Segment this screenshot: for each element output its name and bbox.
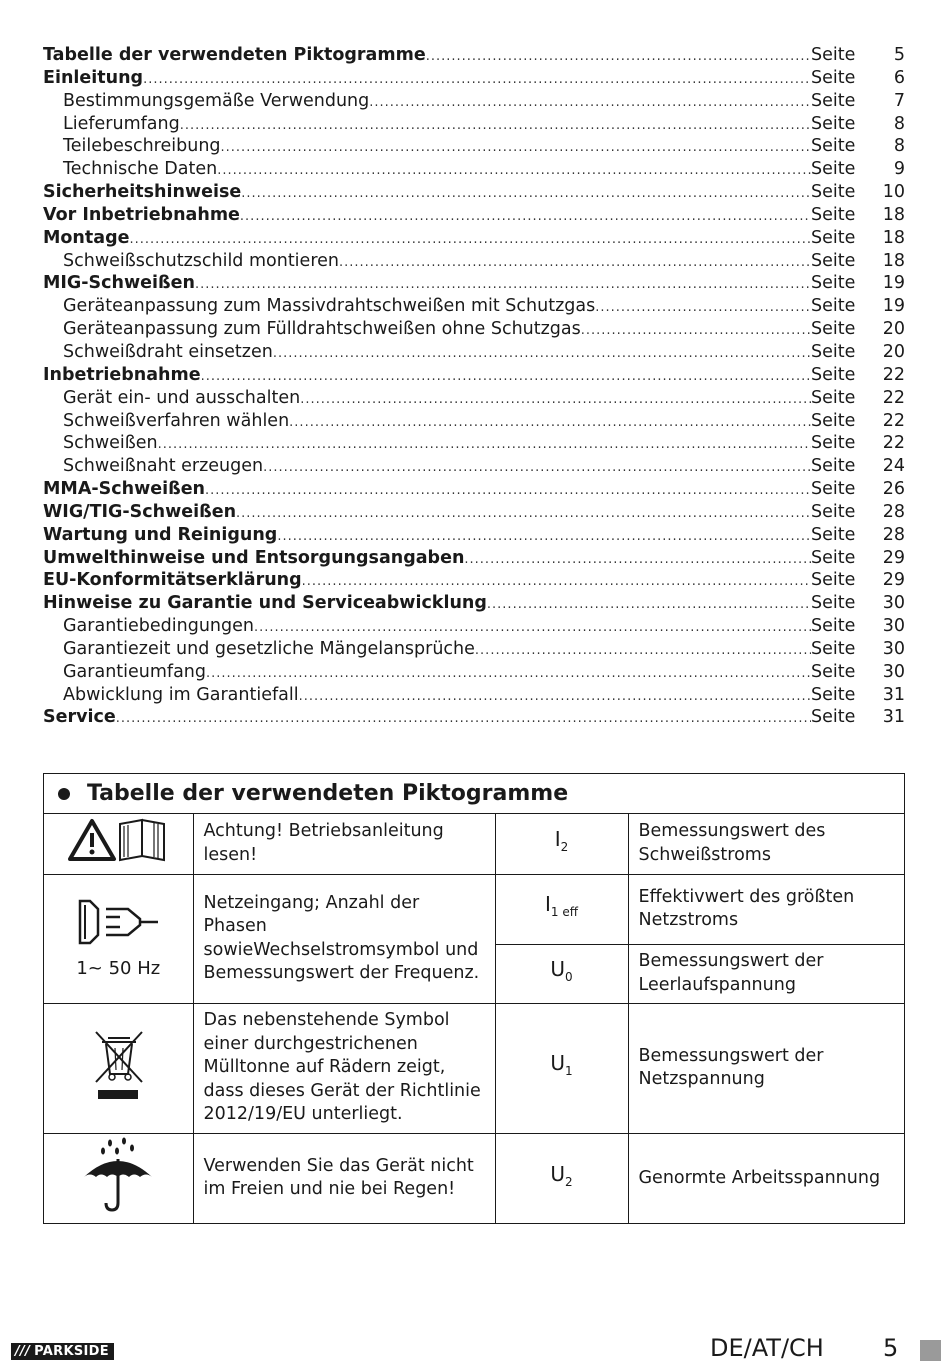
toc-page-number: 20: [882, 319, 905, 340]
toc-leader-dots: [158, 434, 811, 457]
toc-page-number: 28: [882, 524, 905, 545]
toc-seite-label: Seite: [811, 547, 856, 568]
phase-frequency-label: 1~ 50 Hz: [76, 957, 161, 979]
symbol-cell: [495, 1133, 628, 1223]
umbrella-rain-icon: [80, 1137, 156, 1213]
brand-logo: [11, 1343, 114, 1360]
toc-leader-dots: [302, 571, 811, 594]
toc-leader-dots: [487, 594, 811, 617]
pictogram-description: Netzeingang; Anzahl der Phasen sowieWechselstromsymbol und Bemessungswert der Frequenz.: [193, 874, 495, 1003]
toc-entry-title: Hinweise zu Garantie und Serviceabwicklung: [43, 593, 487, 614]
toc-entry: [43, 67, 905, 90]
toc-leader-dots: [201, 366, 811, 389]
toc-entry-title: Vor Inbetriebnahme: [43, 204, 240, 225]
toc-page-number: 7: [893, 90, 905, 111]
toc-seite-label: Seite: [811, 616, 856, 637]
toc-seite-label: Seite: [811, 45, 856, 65]
toc-seite-label: Seite: [811, 364, 856, 385]
electrical-symbol: $I_2$: [554, 827, 569, 854]
symbol-cell: [495, 944, 628, 1003]
pictogram-cell: [44, 1003, 193, 1133]
toc-entry-title: Garantiebedingungen: [63, 616, 254, 637]
symbol-meaning: Genormte Arbeitsspannung: [628, 1133, 904, 1223]
toc-page-number: 6: [893, 67, 905, 88]
toc-leader-dots: [339, 252, 811, 275]
toc-seite-label: Seite: [811, 159, 856, 180]
toc-leader-dots: [273, 343, 811, 366]
toc-entry-title: Gerät ein- und ausschalten: [63, 387, 301, 408]
electrical-symbol: $U_0$: [550, 956, 573, 984]
pictogram-cell: [44, 874, 193, 1003]
toc-seite-label: Seite: [811, 593, 856, 614]
toc-seite-label: Seite: [811, 227, 856, 248]
toc-entry-title: Garantiezeit und gesetzliche Mängelansprüche: [63, 638, 475, 659]
toc-entry-title: MIG-Schweißen: [43, 273, 195, 294]
symbol-cell: [495, 1003, 628, 1133]
pictogram-description: Verwenden Sie das Gerät nicht im Freien und nie bei Regen!: [193, 1133, 495, 1223]
toc-entry: [43, 455, 905, 478]
toc-seite-label: Seite: [811, 296, 856, 317]
toc-leader-dots: [240, 206, 811, 229]
toc-entry-title: Schweißdraht einsetzen: [63, 341, 273, 362]
toc-entry: [43, 524, 905, 547]
toc-page-number: 22: [882, 433, 905, 454]
toc-seite-label: Seite: [811, 684, 856, 705]
toc-leader-dots: [263, 457, 811, 480]
crossed-bin-icon: [88, 1028, 148, 1100]
toc-entry: [43, 90, 905, 113]
toc-seite-label: Seite: [811, 570, 856, 591]
toc-leader-dots: [143, 69, 811, 92]
toc-seite-label: Seite: [811, 410, 856, 431]
toc-entry: [43, 684, 905, 707]
pictogram-table-header: [44, 774, 904, 814]
toc-seite-label: Seite: [811, 273, 856, 294]
toc-entry-title: Teilebeschreibung: [63, 136, 221, 157]
toc-entry-title: Geräteanpassung zum Fülldrahtschweißen ohne Schutzgas: [63, 319, 581, 340]
toc-leader-dots: [205, 480, 811, 503]
toc-page-number: 20: [882, 341, 905, 362]
toc-page-number: 10: [882, 182, 905, 203]
toc-entry-title: WIG/TIG-Schweißen: [43, 501, 237, 522]
toc-seite-label: Seite: [811, 456, 856, 477]
toc-leader-dots: [129, 229, 811, 252]
toc-entry-title: Geräteanpassung zum Massivdrahtschweißen mit Schutzgas: [63, 296, 596, 317]
electrical-symbol: $U_2$: [550, 1161, 573, 1189]
toc-entry: [43, 113, 905, 136]
toc-entry: [43, 706, 905, 729]
toc-leader-dots: [195, 274, 811, 297]
toc-seite-label: Seite: [811, 707, 856, 728]
toc-page-number: 30: [882, 661, 905, 682]
toc-seite-label: Seite: [811, 250, 856, 271]
toc-entry: [43, 615, 905, 638]
warning-read-manual-icon: [68, 816, 168, 864]
footer-language-codes: DE/AT/CH: [710, 1334, 824, 1362]
toc-entry-title: Schweißnaht erzeugen: [63, 456, 264, 477]
toc-leader-dots: [116, 708, 811, 731]
electrical-symbol: $U_1$: [550, 1051, 573, 1079]
toc-leader-dots: [595, 297, 811, 320]
toc-page-number: 8: [893, 113, 905, 134]
toc-entry-title: MMA-Schweißen: [43, 479, 206, 500]
symbol-meaning: Bemessungswert des Schweißstroms: [628, 814, 904, 874]
toc-entry-title: Garantieumfang: [63, 661, 207, 682]
pictogram-table: [43, 773, 905, 1224]
toc-entry: [43, 569, 905, 592]
toc-page-number: 31: [882, 684, 905, 705]
toc-leader-dots: [206, 663, 811, 686]
toc-seite-label: Seite: [811, 136, 856, 157]
toc-leader-dots: [221, 137, 811, 160]
toc-entry: [43, 158, 905, 181]
toc-entry: [43, 272, 905, 295]
toc-entry-title: Bestimmungsgemäße Verwendung: [63, 90, 370, 111]
toc-entry: [43, 250, 905, 273]
toc-entry: [43, 227, 905, 250]
toc-leader-dots: [217, 160, 811, 183]
page-marker: [920, 1340, 941, 1361]
toc-seite-label: Seite: [811, 638, 856, 659]
pictogram-grid: [44, 814, 904, 1223]
toc-seite-label: Seite: [811, 661, 856, 682]
toc-seite-label: Seite: [811, 433, 856, 454]
toc-entry: [43, 592, 905, 615]
brand-slashes: ///: [15, 1344, 31, 1359]
toc-leader-dots: [426, 46, 811, 69]
toc-page-number: 22: [882, 387, 905, 408]
toc-seite-label: Seite: [811, 182, 856, 203]
pictogram-table-title: Tabelle der verwendeten Piktogramme: [87, 781, 569, 806]
toc-page-number: 28: [882, 501, 905, 522]
footer-page-number: 5: [883, 1334, 899, 1362]
toc-entry-title: Schweißen: [63, 433, 158, 454]
toc-seite-label: Seite: [811, 387, 856, 408]
toc-page-number: 31: [882, 707, 905, 728]
toc-entry-title: Service: [43, 707, 116, 728]
toc-entry: [43, 387, 905, 410]
toc-entry: [43, 204, 905, 227]
toc-seite-label: Seite: [811, 113, 856, 134]
toc-leader-dots: [241, 183, 811, 206]
toc-entry-title: Lieferumfang: [63, 113, 180, 134]
toc-seite-label: Seite: [811, 90, 856, 111]
symbol-cell: [495, 874, 628, 944]
symbol-meaning: Bemessungswert der Leerlaufspannung: [628, 944, 904, 1003]
toc-entry-title: Inbetriebnahme: [43, 364, 201, 385]
toc-page-number: 22: [882, 364, 905, 385]
toc-entry: [43, 364, 905, 387]
toc-page-number: 5: [893, 45, 905, 65]
toc-leader-dots: [464, 549, 811, 572]
toc-leader-dots: [180, 115, 811, 138]
table-of-contents: [43, 44, 905, 729]
toc-page-number: 18: [882, 250, 905, 271]
toc-entry: [43, 547, 905, 570]
mains-plug-icon: [76, 897, 160, 947]
pictogram-row: [44, 814, 904, 874]
pictogram-cell: [44, 814, 193, 874]
toc-entry-title: Einleitung: [43, 67, 144, 88]
toc-entry: [43, 44, 905, 67]
toc-page-number: 29: [882, 570, 905, 591]
toc-page-number: 18: [882, 204, 905, 225]
pictogram-description: Das nebenstehende Symbol einer durchgestrichenen Mülltonne auf Rädern zeigt, dass dieses Gerät der Richtlinie 2012/19/EU unterliegt.: [193, 1003, 495, 1133]
toc-entry-title: Umwelthinweise und Entsorgungsangaben: [43, 547, 465, 568]
toc-entry: [43, 135, 905, 158]
toc-leader-dots: [300, 389, 811, 412]
toc-page-number: 30: [882, 593, 905, 614]
toc-seite-label: Seite: [811, 67, 856, 88]
bullet-icon: [58, 788, 70, 800]
toc-entry: [43, 638, 905, 661]
toc-seite-label: Seite: [811, 341, 856, 362]
toc-leader-dots: [369, 92, 811, 115]
toc-leader-dots: [254, 617, 811, 640]
symbol-meaning: Bemessungswert der Netzspannung: [628, 1003, 904, 1133]
toc-seite-label: Seite: [811, 204, 856, 225]
toc-leader-dots: [277, 526, 811, 549]
pictogram-cell: [44, 1133, 193, 1223]
toc-page-number: 19: [882, 273, 905, 294]
toc-entry: [43, 410, 905, 433]
toc-entry-title: Montage: [43, 227, 130, 248]
toc-leader-dots: [299, 686, 811, 709]
toc-leader-dots: [289, 412, 811, 435]
toc-page-number: 26: [882, 479, 905, 500]
toc-entry: [43, 478, 905, 501]
toc-page-number: 30: [882, 638, 905, 659]
toc-entry-title: Abwicklung im Garantiefall: [63, 684, 299, 705]
toc-seite-label: Seite: [811, 479, 856, 500]
pictogram-row: [44, 1133, 904, 1223]
toc-page-number: 9: [893, 159, 905, 180]
toc-entry-title: Wartung und Reinigung: [43, 524, 278, 545]
toc-entry-title: EU-Konformitätserklärung: [43, 570, 302, 591]
toc-entry-title: Technische Daten: [63, 159, 218, 180]
toc-entry: [43, 318, 905, 341]
pictogram-description: Achtung! Betriebsanleitung lesen!: [193, 814, 495, 874]
toc-page-number: 22: [882, 410, 905, 431]
symbol-cell: [495, 814, 628, 874]
electrical-symbol: $I_{1 eff}$: [544, 892, 578, 920]
toc-entry: [43, 181, 905, 204]
toc-entry: [43, 295, 905, 318]
brand-name: PARKSIDE: [34, 1344, 109, 1359]
toc-seite-label: Seite: [811, 501, 856, 522]
toc-entry-title: Schweißschutzschild montieren: [63, 250, 339, 271]
toc-leader-dots: [581, 320, 811, 343]
toc-entry-title: Tabelle der verwendeten Piktogramme: [43, 45, 426, 65]
toc-seite-label: Seite: [811, 524, 856, 545]
toc-entry: [43, 661, 905, 684]
symbol-meaning: Effektivwert des größten Netzstroms: [628, 874, 904, 944]
toc-leader-dots: [236, 503, 811, 526]
toc-leader-dots: [475, 640, 811, 663]
toc-entry: [43, 341, 905, 364]
toc-page-number: 30: [882, 616, 905, 637]
toc-entry-title: Sicherheitshinweise: [43, 182, 242, 203]
toc-page-number: 29: [882, 547, 905, 568]
toc-page-number: 18: [882, 227, 905, 248]
toc-entry-title: Schweißverfahren wählen: [63, 410, 290, 431]
toc-page-number: 19: [882, 296, 905, 317]
pictogram-row: [44, 874, 904, 944]
toc-seite-label: Seite: [811, 319, 856, 340]
pictogram-row: [44, 1003, 904, 1133]
toc-page-number: 24: [882, 456, 905, 477]
toc-entry: [43, 432, 905, 455]
toc-entry: [43, 501, 905, 524]
toc-page-number: 8: [893, 136, 905, 157]
